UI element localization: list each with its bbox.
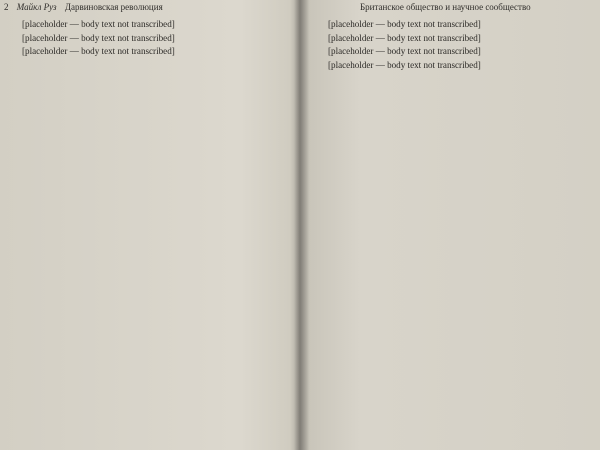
running-head-chapter-title: Британское общество и научное сообщество (360, 2, 531, 12)
paragraph: [placeholder — body text not transcribed] (22, 19, 175, 29)
book-gutter (290, 0, 310, 450)
paragraph: [placeholder — body text not transcribed] (328, 59, 481, 70)
right-running-head (360, 2, 531, 12)
left-page-text (10, 18, 280, 59)
paragraph: [placeholder — body text not transcribed] (328, 32, 481, 43)
paragraph: [placeholder — body text not transcribed] (22, 32, 175, 43)
paragraph: [placeholder — body text not transcribed] (22, 46, 175, 57)
paragraph: [placeholder — body text not transcribed] (328, 19, 481, 29)
left-page (0, 0, 296, 450)
paragraph: [placeholder — body text not transcribed] (328, 46, 481, 57)
running-head-book-title: Дарвиновская революция (64, 2, 163, 12)
left-running-head (4, 2, 163, 12)
right-page (304, 0, 600, 450)
left-page-number: 2 (4, 2, 9, 12)
running-head-author: Майкл Руз (16, 2, 57, 12)
right-page-text (316, 18, 586, 72)
